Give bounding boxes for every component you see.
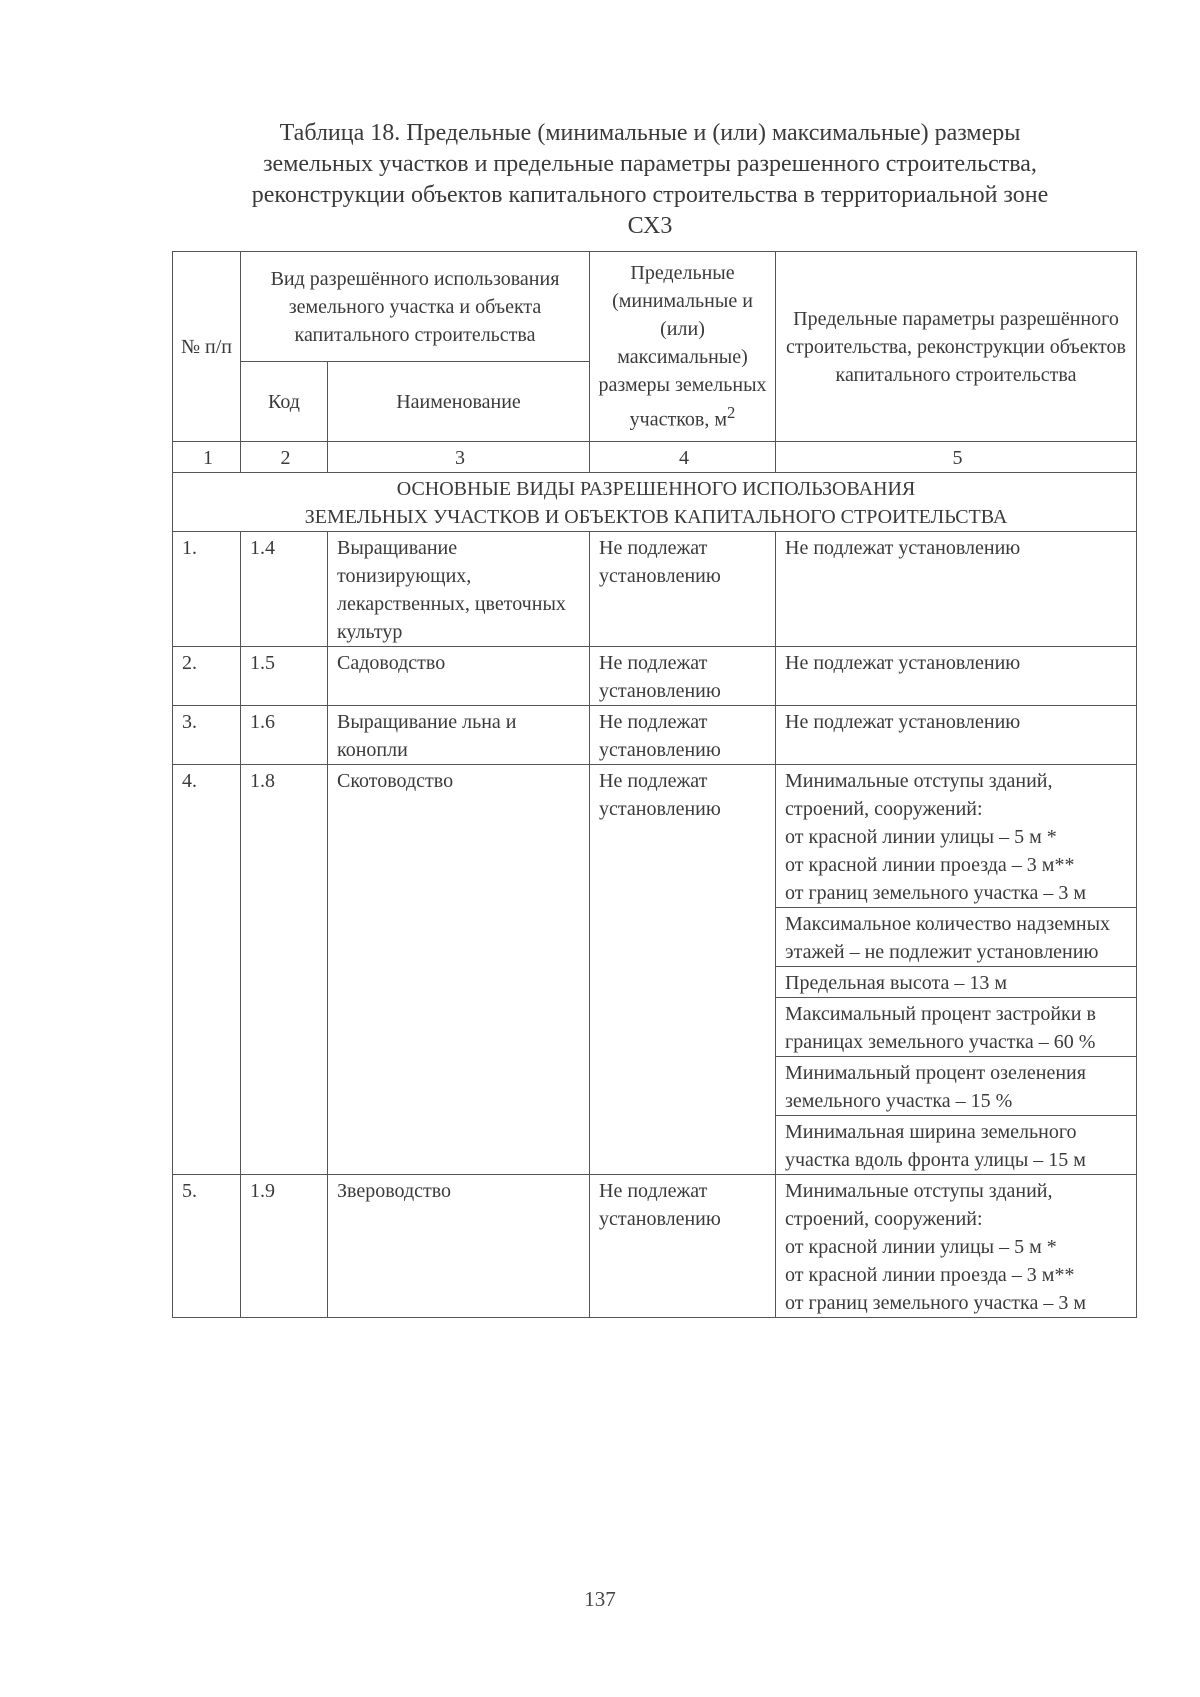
row-num: 1. bbox=[173, 532, 241, 647]
row-name: Выращивание тонизирующих, лекарственных, цветочных культур bbox=[328, 532, 590, 647]
param-min-width bbox=[776, 1116, 1137, 1175]
row-code: 1.6 bbox=[241, 706, 328, 765]
param-line: от красной линии проезда – 3 м** bbox=[785, 854, 1075, 876]
section-title bbox=[173, 473, 1137, 532]
row-code: 1.5 bbox=[241, 647, 328, 706]
row-params: Не подлежат установлению bbox=[776, 532, 1137, 647]
table-row bbox=[173, 1175, 1137, 1318]
col-number: 1 bbox=[173, 442, 241, 473]
row-name: Садоводство bbox=[328, 647, 590, 706]
section-title-line: ОСНОВНЫЕ ВИДЫ РАЗРЕШЕННОГО ИСПОЛЬЗОВАНИЯ bbox=[396, 478, 916, 500]
title-line: Таблица 18. Предельные (минимальные и (или) максимальные) размеры bbox=[279, 120, 1021, 146]
header-num: № п/п bbox=[173, 252, 241, 442]
title-line: реконструкции объектов капитального строительства в территориальной зоне bbox=[251, 182, 1049, 208]
header-params: Предельные параметры разрешённого строительства, реконструкции объектов капитального строительства bbox=[776, 252, 1137, 442]
row-num: 3. bbox=[173, 706, 241, 765]
row-size: Не подлежат установлению bbox=[590, 1175, 776, 1318]
table-row bbox=[173, 532, 1137, 647]
param-line: от красной линии улицы – 5 м * bbox=[785, 826, 1057, 848]
regulations-table bbox=[172, 251, 1137, 1318]
param-line: от границ земельного участка – 3 м bbox=[785, 882, 1086, 904]
row-params: Не подлежат установлению bbox=[776, 706, 1137, 765]
param-floors bbox=[776, 908, 1137, 967]
row-name: Скотоводство bbox=[328, 765, 590, 1175]
table-row bbox=[173, 706, 1137, 765]
param-line: Предельная высота – 13 м bbox=[785, 972, 1008, 994]
header-size-sup: 2 bbox=[727, 403, 736, 423]
row-num: 2. bbox=[173, 647, 241, 706]
section-title-line: ЗЕМЕЛЬНЫХ УЧАСТКОВ И ОБЪЕКТОВ КАПИТАЛЬНОГО СТРОИТЕЛЬСТВА bbox=[304, 506, 1008, 528]
header-code: Код bbox=[241, 362, 328, 442]
param-setbacks bbox=[776, 765, 1137, 908]
row-code: 1.9 bbox=[241, 1175, 328, 1318]
param-line: от красной линии улицы – 5 м * bbox=[785, 1236, 1057, 1258]
param-height bbox=[776, 967, 1137, 998]
page-number: 137 bbox=[584, 1587, 616, 1611]
row-code: 1.4 bbox=[241, 532, 328, 647]
table-row bbox=[173, 765, 1137, 908]
param-line: Минимальные отступы зданий, строений, сооружений: bbox=[785, 1180, 1053, 1230]
header-vid: Вид разрешённого использования земельного участка и объекта капитального строительства bbox=[241, 252, 590, 362]
param-building-percent bbox=[776, 998, 1137, 1057]
row-name: Выращивание льна и конопли bbox=[328, 706, 590, 765]
row-size: Не подлежат установлению bbox=[590, 647, 776, 706]
param-line: Минимальная ширина земельного участка вдоль фронта улицы – 15 м bbox=[785, 1121, 1086, 1171]
param-line: Минимальный процент озеленения земельного участка – 15 % bbox=[785, 1062, 1086, 1112]
row-params: Не подлежат установлению bbox=[776, 647, 1137, 706]
header-name: Наименование bbox=[328, 362, 590, 442]
col-number: 4 bbox=[590, 442, 776, 473]
row-size: Не подлежат установлению bbox=[590, 532, 776, 647]
param-line: от красной линии проезда – 3 м** bbox=[785, 1264, 1075, 1286]
row-code: 1.8 bbox=[241, 765, 328, 1175]
param-line: Минимальные отступы зданий, строений, сооружений: bbox=[785, 770, 1053, 820]
row-size: Не подлежат установлению bbox=[590, 706, 776, 765]
param-line: от границ земельного участка – 3 м bbox=[785, 1292, 1086, 1314]
table-title bbox=[170, 118, 1130, 242]
title-line: земельных участков и предельные параметры разрешенного строительства, bbox=[263, 151, 1037, 177]
header-size-text: Предельные (минимальные и (или) максимальные) размеры земельных участков, м bbox=[598, 262, 767, 431]
header-size bbox=[590, 252, 776, 442]
param-setbacks bbox=[776, 1175, 1137, 1318]
row-num: 4. bbox=[173, 765, 241, 1175]
row-num: 5. bbox=[173, 1175, 241, 1318]
param-green-percent bbox=[776, 1057, 1137, 1116]
param-line: Максимальный процент застройки в границах земельного участка – 60 % bbox=[785, 1003, 1096, 1053]
row-name: Звероводство bbox=[328, 1175, 590, 1318]
col-number: 3 bbox=[328, 442, 590, 473]
param-line: Максимальное количество надземных этажей – не подлежит установлению bbox=[785, 913, 1111, 963]
col-number: 2 bbox=[241, 442, 328, 473]
title-line: СХ3 bbox=[627, 213, 673, 239]
col-number: 5 bbox=[776, 442, 1137, 473]
table-row bbox=[173, 647, 1137, 706]
row-size: Не подлежат установлению bbox=[590, 765, 776, 1175]
